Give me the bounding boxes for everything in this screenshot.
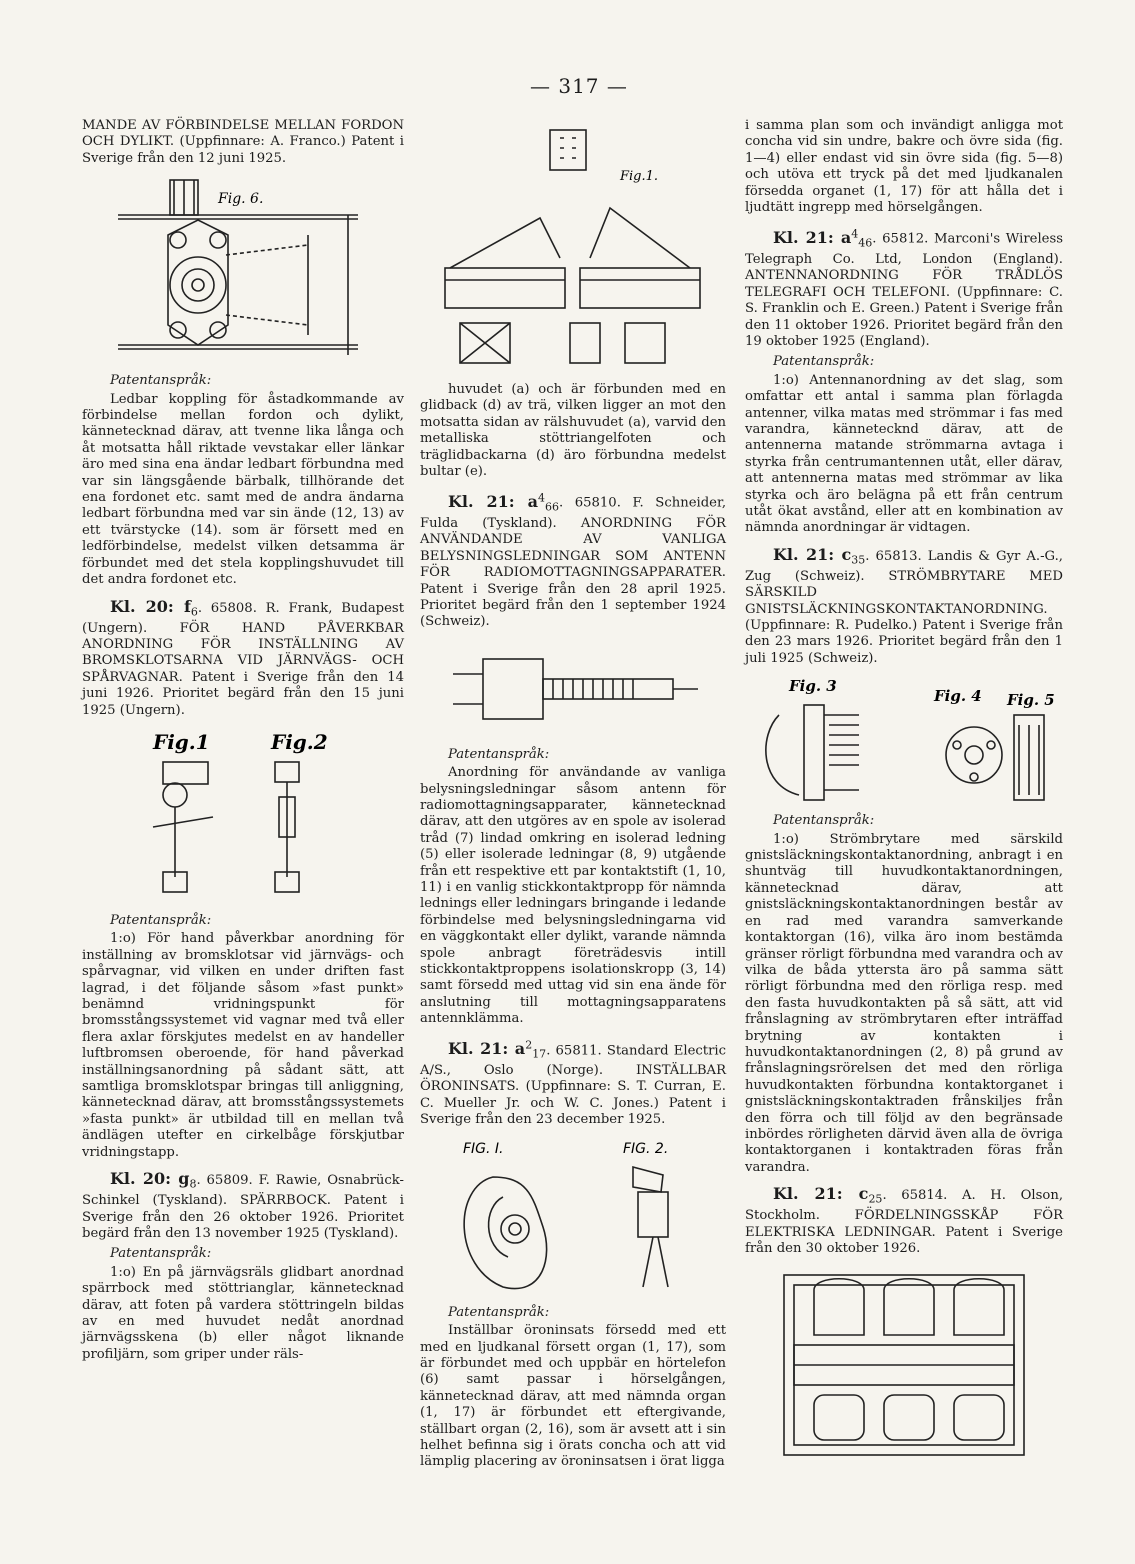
brake-diagram (93, 727, 393, 905)
claims-label: Patentanspråk: (110, 373, 212, 389)
rail-clamp-diagram (420, 118, 726, 378)
page-number: — 317 — (530, 74, 628, 98)
switch-diagram (749, 675, 1059, 805)
figure-switch (745, 675, 1063, 805)
patent-entry-65814 (745, 1186, 1063, 1465)
claims-text: Ledbar koppling för åstadkommande av förbindelse mellan fordon och dylikt, kännetecknad därav, att tvenne lika långa och åt motsatta håll riktade vevstakar eller länkar äro med sina ena ändar ledbart förbundna med var sin längsgående bärbalk, tillhörande det ena fordonet etc. samt med de andra ändarna ledbart förbundna med var sin ände (12, 13) av ett tvärstycke (14). som är försett med en ledförbindelse, medelst vilken detsamma är förbundet med det stela kopplingshuvudet till det andra fordonet etc. (82, 391, 404, 588)
figure-brake (82, 727, 404, 905)
entry-body: . 65809. F. Rawie, Osnabrück-Schinkel (Tyskland). SPÄRRBOCK. Patent i Sverige från den 26 oktober 1926. Prioritet begärd från den 13 november 1925 (Tyskland). (82, 1173, 404, 1241)
figure-ear (420, 1137, 726, 1297)
entry-body: . 65811. Standard Electric A/S., Oslo (Norge). INSTÄLLBAR ÖRONINSATS. (Uppfinnare: S. T. Curran, E. C. Mueller Jr. och W. C. Jones.) Patent i Sverige från den 23 december 1925. (420, 1043, 726, 1128)
class-sup: 4 (537, 491, 545, 505)
claims-label: Patentanspråk: (773, 813, 875, 829)
class-sub: 6 (190, 605, 198, 619)
entry-intro: MANDE AV FÖRBINDELSE MELLAN FORDON OCH DYLIKT. (Uppfinnare: A. Franco.) Patent i Sverige från den 12 juni 1925. (82, 118, 404, 166)
fig5-caption: Fig. 5 (1007, 691, 1055, 710)
entry-body: . 65810. F. Schneider, Fulda (Tyskland). ANORDNING FÖR ANVÄNDANDE AV VANLIGA BELYSNINGSLEDNINGAR SOM ANTENN FÖR RADIOMOTTAGNINGSAPPARATER. Patent i Sverige från den 28 april 1925. Prioritet begärd från den 1 september 1924 (Schweiz). (420, 495, 727, 630)
claims-label: Patentanspråk: (448, 746, 550, 762)
fig3-caption: Fig. 3 (789, 677, 837, 696)
class-prefix: Kl. 21: a (448, 491, 538, 511)
patent-entry-65808 (82, 596, 404, 1162)
claims-label: Patentanspråk: (773, 354, 875, 370)
column-3 (745, 118, 1063, 1473)
entry-body: . 65812. Marconi's Wireless Telegraph Co. Ltd, London (England). ANTENNANORDNING FÖR TRÅDLÖS TELEGRAFI OCH TELEFONI. (Uppfinnare: C. S. Franklin och E. Green.) Patent i Sverige från den 11 oktober 1926. Prioritet begärd från den 19 oktober 1925 (England). (745, 231, 1064, 349)
patent-entry-65811 (420, 1038, 726, 1471)
class-sup: 4 (851, 227, 859, 241)
ear-fig1-caption: FIG. I. (463, 1140, 504, 1157)
class-sub: 8 (189, 1177, 197, 1191)
class-prefix: Kl. 20: f (110, 596, 191, 616)
claims-text: Anordning för användande av vanliga belysningsledningar såsom antenn för radiomottagningsapparater, kännetecknad därav, att den utgöres av en spole av isolerad tråd (7) lindad omkring en isolerad ledning (5) eller isolerade ledningar (8, 9) utgående från ett respektive ett par kontaktstift (1, 10, 11) i en vanlig stickkontaktpropp för nämnda lednings eller ledningars bringande i ledande förbindelse med belysningsledningarna vid en väggkontakt eller dylikt, varande nämnda spole anbragt företrädesvis intill stickkontaktproppens isolationskropp (3, 14) samt försedd med uttag vid sin ena ände för anslutning till mottagningsapparatens antennklämma. (420, 765, 726, 1027)
column-2 (420, 118, 726, 1471)
class-sub: 25 (868, 1192, 883, 1206)
entry-body: . 65808. R. Frank, Budapest (Ungern). FÖR HAND PÅVERKBAR ANORDNING FÖR INSTÄLLNING AV BROMSKLOTSARNA VID JÄRNVÄGS- OCH SPÅRVAGNAR. Patent i Sverige från den 14 juni 1926. Prioritet begärd från den 15 juni 1925 (Ungern). (82, 600, 404, 718)
patent-entry-65809 (82, 1171, 404, 1363)
continued-text: i samma plan som och invändigt anligga mot concha vid sin undre, bakre och övre sida (fig. 1—4) eller endast vid sin övre sida (fig. 5—8) och utöva ett tryck på det med ljudkanalen försedda organet (1, 17) för att hålla det i ljudtätt ingrepp med hörselgången. (745, 118, 1063, 216)
patent-entry-65810 (420, 490, 726, 1027)
claims-text: 1:o) Antennanordning av det slag, som omfattar ett antal i samma plan förlagda antenner, vilka matas med strömmar i fas med varandra, kännetecknd därav, att de antennerna matande strömmarna avtaga i styrka från centrumantennen utåt, eller därav, att antennerna matas med strömmar av lika styrka och äro belägna på ett från centrum utåt ökat avstånd, eller att en kombination av nämnda anordningar är vidtagen. (745, 372, 1063, 536)
entry-body: . 65814. A. H. Olson, Stockholm. FÖRDELNINGSSKÅP FÖR ELEKTRISKA LEDNINGAR. Patent i Sverige från den 30 oktober 1926. (745, 1188, 1064, 1257)
coupling-diagram (108, 175, 378, 365)
patent-entry-65813 (745, 544, 1063, 1176)
fig2-caption: Fig.2 (271, 729, 328, 754)
entry-body: . 65813. Landis & Gyr A.-G., Zug (Schweiz). STRÖMBRYTARE MED SÄRSKILD GNISTSLÄCKNINGSKONTAKTANORDNING. (Uppfinnare: R. Pudelko.) Patent i Sverige från den 23 mars 1926. Prioritet begärd från den 1 juli 1925 (Schweiz). (745, 548, 1063, 666)
patent-entry-65812 (745, 226, 1063, 536)
ear-fig2-caption: FIG. 2. (623, 1140, 669, 1157)
ear-diagram (433, 1137, 713, 1297)
class-prefix: Kl. 21: c (773, 1184, 869, 1204)
claims-label: Patentanspråk: (110, 1246, 212, 1262)
class-prefix: Kl. 21: a (773, 227, 852, 247)
claims-label: Patentanspråk: (110, 912, 212, 928)
claims-text: 1:o) För hand påverkbar anordning för inställning av bromsklotsar vid järnvägs- och spårvagnar, vid vilken en under driften fast lagrad, i det följande såsom »fast punkt» benämnd vridningspunkt för bromsstångssystemet vid vagnar med två eller flera axlar förskjutes medelst en av handeller luftbromsen oberoende, för hand påverkad inställningsanordning på sådant sätt, att samtliga bromsklotspar bringas till anliggning, kännetecknad därav, att bromsstångssystemets »fasta punkt» är utbildad till en mellan två ändlägen utefter en cirkelbåge förskjutbar vridningstapp. (82, 931, 404, 1160)
class-sub: 35 (851, 553, 866, 567)
class-sup: 2 (525, 1038, 533, 1052)
claims-label: Patentanspråk: (448, 1304, 550, 1320)
column-1 (82, 118, 404, 1363)
claims-text: 1:o) En på järnvägsräls glidbart anordnad spärrbock med stöttrianglar, kännetecknad därav, att foten på vardera stöttringeln bildas av en med huvudet nedåt anordnad järnvägsskena (b) eller något liknande profiljärn, som griper under räls- (82, 1264, 404, 1362)
figure-rail-clamp (420, 118, 726, 378)
continued-text: huvudet (a) och är förbunden med en glidback (d) av trä, vilken ligger an mot den motsatta sidan av rälshuvudet (a), varvid den metalliska stöttriangelfoten och träglidbackarna (d) äro förbundna medelst bultar (e). (420, 382, 726, 480)
figure-coupling (82, 175, 404, 365)
class-sub: 46 (858, 236, 873, 250)
fig6-label: Fig. 6. (218, 191, 264, 208)
claims-text: Inställbar öroninsats försedd med ett med en ljudkanal försett organ (1, 17), som är förbundet med och uppbär en hörtelefon (6) samt passar i hörselgången, kännetecknad därav, att med nämnda organ (1, 17) är förbundet ett eftergivande, ställbart organ (2, 16), som är avsett att i sin helhet befinna sig i örats concha och att vid lämplig placering av öroninsatsen i örat ligga (420, 1323, 726, 1470)
class-sub: 17 (532, 1047, 547, 1061)
distribution-box-diagram (774, 1265, 1034, 1465)
class-prefix: Kl. 21: a (448, 1039, 526, 1059)
figure-plug (420, 639, 726, 739)
plug-diagram (443, 639, 703, 739)
fig4-caption: Fig. 4 (934, 687, 982, 706)
class-prefix: Kl. 21: c (773, 544, 852, 564)
rail-fig-label: Fig.1. (620, 169, 659, 184)
class-prefix: Kl. 20: g (110, 1169, 190, 1189)
class-sub: 66 (544, 500, 559, 514)
claims-text: 1:o) Strömbrytare med särskild gnistsläckningskontaktanordning, anbragt i en shuntväg till huvudkontaktanordningen, kännetecknad därav, att gnistsläckningskontaktanordningen består av en rad med varandra samverkande kontaktorgan (16), vilka äro inom bestämda gränser rörligt förbundna med varandra och av vilka de båda yttersta äro på samma sätt rörligt förbundna med den rörliga resp. med den fasta huvudkontakten på så sätt, att vid frånslagning av strömbrytaren efter inträffad brytning av kontakten i huvudkontaktanordningen (2, 8) på grund av frånslagningsrörelsen det med den rörliga huvudkontakten förbundna kontaktorganet i gnistsläckningskontaktraden frånskiljes från den förra och till följd av den begränsade inbördes rörligheten därvid även alla de övriga kontaktorganen i kontaktraden föras från varandra. (745, 831, 1063, 1175)
fig1-caption: Fig.1 (153, 729, 210, 754)
figure-distribution-box (745, 1265, 1063, 1465)
